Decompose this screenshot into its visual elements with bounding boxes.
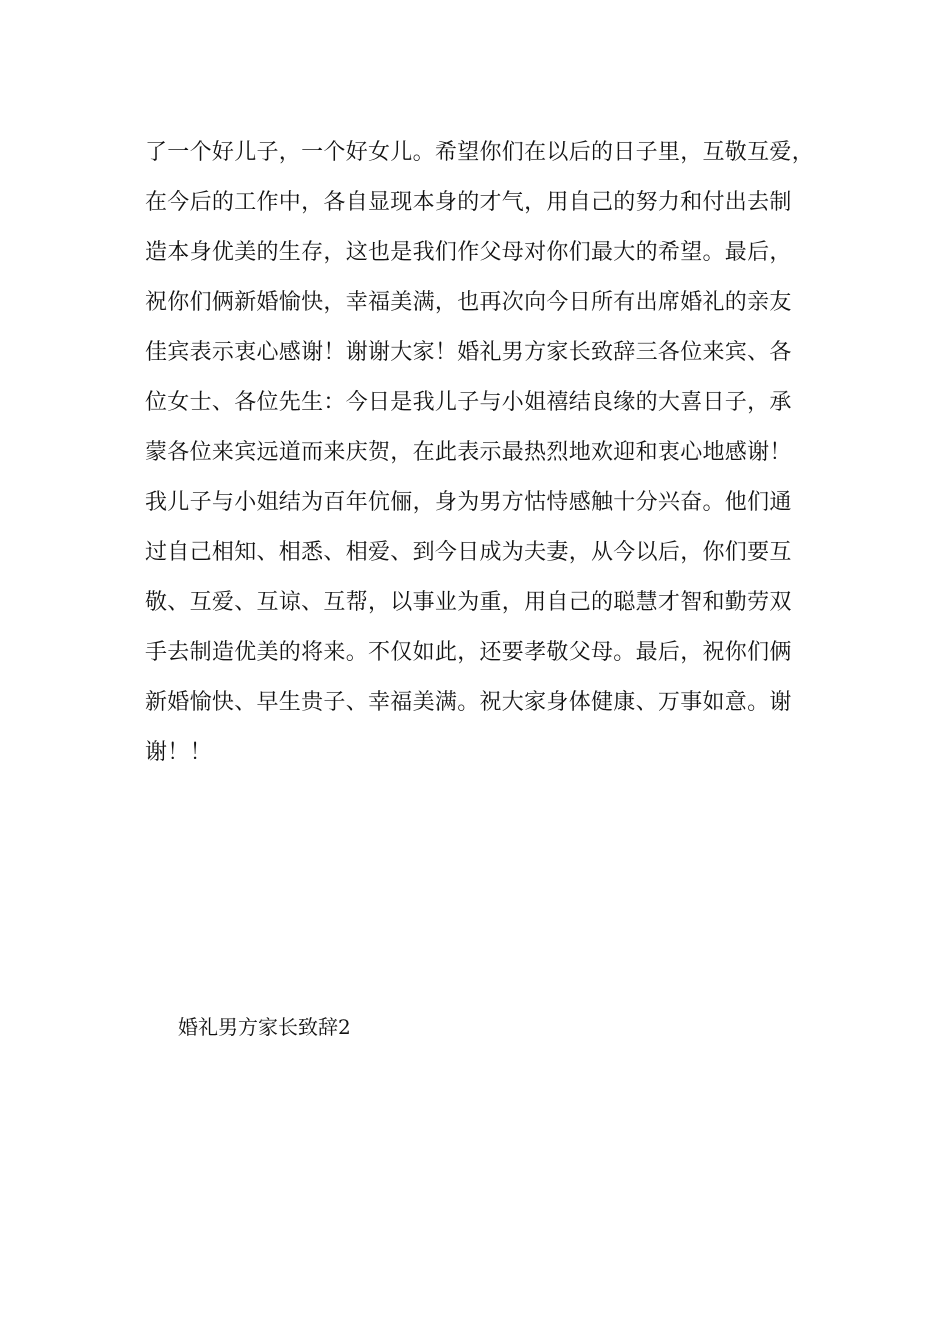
text-line: 谢！！: [145, 740, 212, 765]
text-line: 祝你们俩新婚愉快，幸福美满，也再次向今日所有出席婚礼的亲友: [145, 290, 792, 315]
text-line: 位女士、各位先生：今日是我儿子与小姐禧结良缘的大喜日子，承: [145, 390, 792, 415]
body-text: [145, 128, 845, 778]
text-line: 手去制造优美的将来。不仅如此，还要孝敬父母。最后，祝你们俩: [145, 640, 792, 665]
text-line: 蒙各位来宾远道而来庆贺，在此表示最热烈地欢迎和衷心地感谢！: [145, 440, 792, 465]
text-line: 了一个好儿子，一个好女儿。希望你们在以后的日子里，互敬互爱，: [145, 140, 815, 165]
text-line: 佳宾表示衷心感谢！谢谢大家！婚礼男方家长致辞三各位来宾、各: [145, 340, 792, 365]
text-line: 造本身优美的生存，这也是我们作父母对你们最大的希望。最后，: [145, 240, 792, 265]
text-line: 敬、互爱、互谅、互帮，以事业为重，用自己的聪慧才智和勤劳双: [145, 590, 792, 615]
text-line: 在今后的工作中，各自显现本身的才气，用自己的努力和付出去制: [145, 190, 792, 215]
text-line: 新婚愉快、早生贵子、幸福美满。祝大家身体健康、万事如意。谢: [145, 690, 792, 715]
text-line: 过自己相知、相悉、相爱、到今日成为夫妻，从今以后，你们要互: [145, 540, 792, 565]
text-line: 我儿子与小姐结为百年伉俪，身为男方怙恃感触十分兴奋。他们通: [145, 490, 792, 515]
section-title: 婚礼男方家长致辞2: [178, 1015, 351, 1039]
